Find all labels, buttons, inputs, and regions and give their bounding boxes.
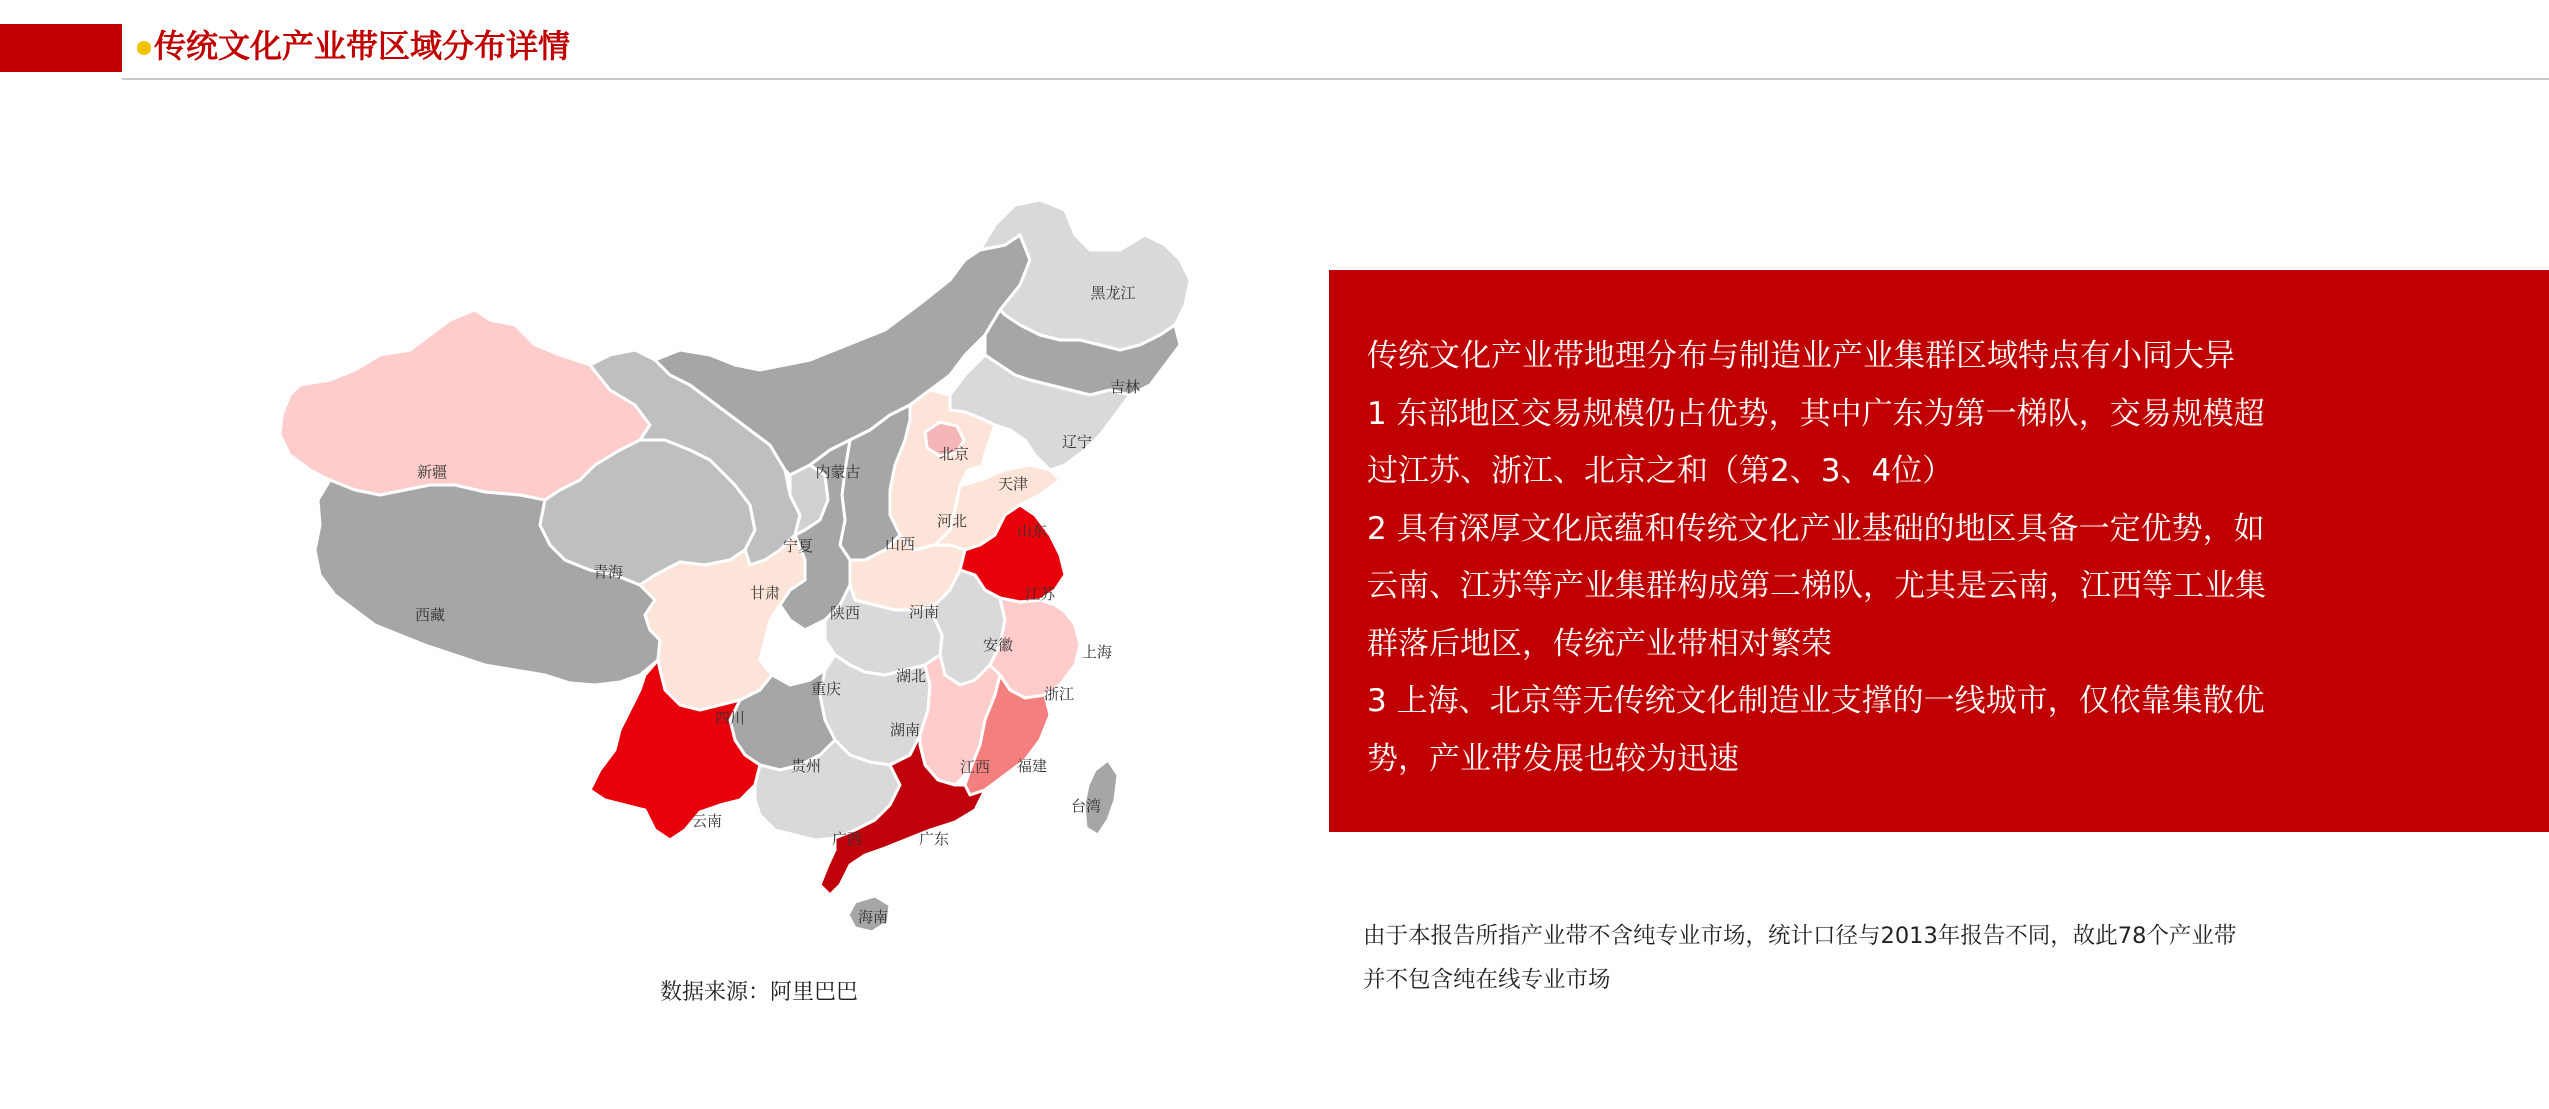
label-chongqing: 重庆 xyxy=(810,680,842,698)
header-divider xyxy=(122,78,2549,80)
summary-line: 势，产业带发展也较为迅速 xyxy=(1367,740,1739,777)
china-province-map xyxy=(260,150,1220,950)
label-shaanxi: 陕西 xyxy=(829,604,861,622)
label-neimenggu: 内蒙古 xyxy=(815,463,861,481)
title-bullet-dot xyxy=(137,41,151,55)
label-yunnan: 云南 xyxy=(691,812,723,830)
label-guangdong: 广东 xyxy=(918,830,950,848)
summary-line: 3 上海、北京等无传统文化制造业支撑的一线城市，仅依靠集散优 xyxy=(1367,683,2265,719)
summary-line: 云南、江苏等产业集群构成第二梯队，尤其是云南，江西等工业集 xyxy=(1367,568,2266,604)
label-xizang: 西藏 xyxy=(414,606,446,624)
label-gansu: 甘肃 xyxy=(749,584,781,602)
summary-panel xyxy=(1329,270,2549,832)
label-jilin: 吉林 xyxy=(1109,378,1141,396)
footnote-line: 由于本报告所指产业带不含纯专业市场，统计口径与2013年报告不同，故此78个产业带 xyxy=(1363,923,2237,949)
label-ningxia: 宁夏 xyxy=(782,537,814,555)
data-source-note: 数据来源：阿里巴巴 xyxy=(660,980,859,1005)
label-jiangxi: 江西 xyxy=(959,758,991,776)
label-liaoning: 辽宁 xyxy=(1061,433,1093,451)
label-hubei: 湖北 xyxy=(895,667,927,685)
summary-line: 过江苏、浙江、北京之和（第2、3、4位） xyxy=(1367,453,1954,489)
label-shandong: 山东 xyxy=(1016,522,1048,540)
label-guizhou: 贵州 xyxy=(790,757,822,775)
label-tianjin: 天津 xyxy=(997,475,1029,493)
label-hebei: 河北 xyxy=(936,512,968,530)
label-jiangsu: 江苏 xyxy=(1024,585,1056,603)
label-henan: 河南 xyxy=(908,603,940,621)
label-heilongjiang: 黑龙江 xyxy=(1090,284,1136,302)
summary-line: 传统文化产业带地理分布与制造业产业集群区域特点有小同大异 xyxy=(1367,338,2235,374)
label-qinghai: 青海 xyxy=(592,563,624,581)
summary-text xyxy=(1367,328,2367,788)
label-fujian: 福建 xyxy=(1016,757,1048,775)
label-guangxi: 广西 xyxy=(831,830,863,848)
label-zhejiang: 浙江 xyxy=(1043,685,1075,703)
header-accent-bar xyxy=(0,24,122,72)
summary-line: 2 具有深厚文化底蕴和传统文化产业基础的地区具备一定优势，如 xyxy=(1367,510,2265,547)
footnote-line: 并不包含纯在线专业市场 xyxy=(1363,967,1611,993)
map-svg xyxy=(260,150,1220,950)
summary-line: 1 东部地区交易规模仍占优势，其中广东为第一梯队，交易规模超 xyxy=(1367,395,2265,432)
label-shanxi: 山西 xyxy=(884,535,916,553)
label-hainan: 海南 xyxy=(857,908,889,926)
label-taiwan: 台湾 xyxy=(1070,797,1102,815)
footnote xyxy=(1363,914,2363,1002)
page-title: 传统文化产业带区域分布详情 xyxy=(154,27,571,65)
label-xinjiang: 新疆 xyxy=(416,463,448,481)
label-sichuan: 四川 xyxy=(714,709,746,727)
label-anhui: 安徽 xyxy=(982,636,1014,654)
label-hunan: 湖南 xyxy=(889,721,921,739)
summary-line: 群落后地区，传统产业带相对繁荣 xyxy=(1367,625,1832,662)
label-shanghai: 上海 xyxy=(1081,643,1113,661)
label-beijing: 北京 xyxy=(938,445,970,463)
